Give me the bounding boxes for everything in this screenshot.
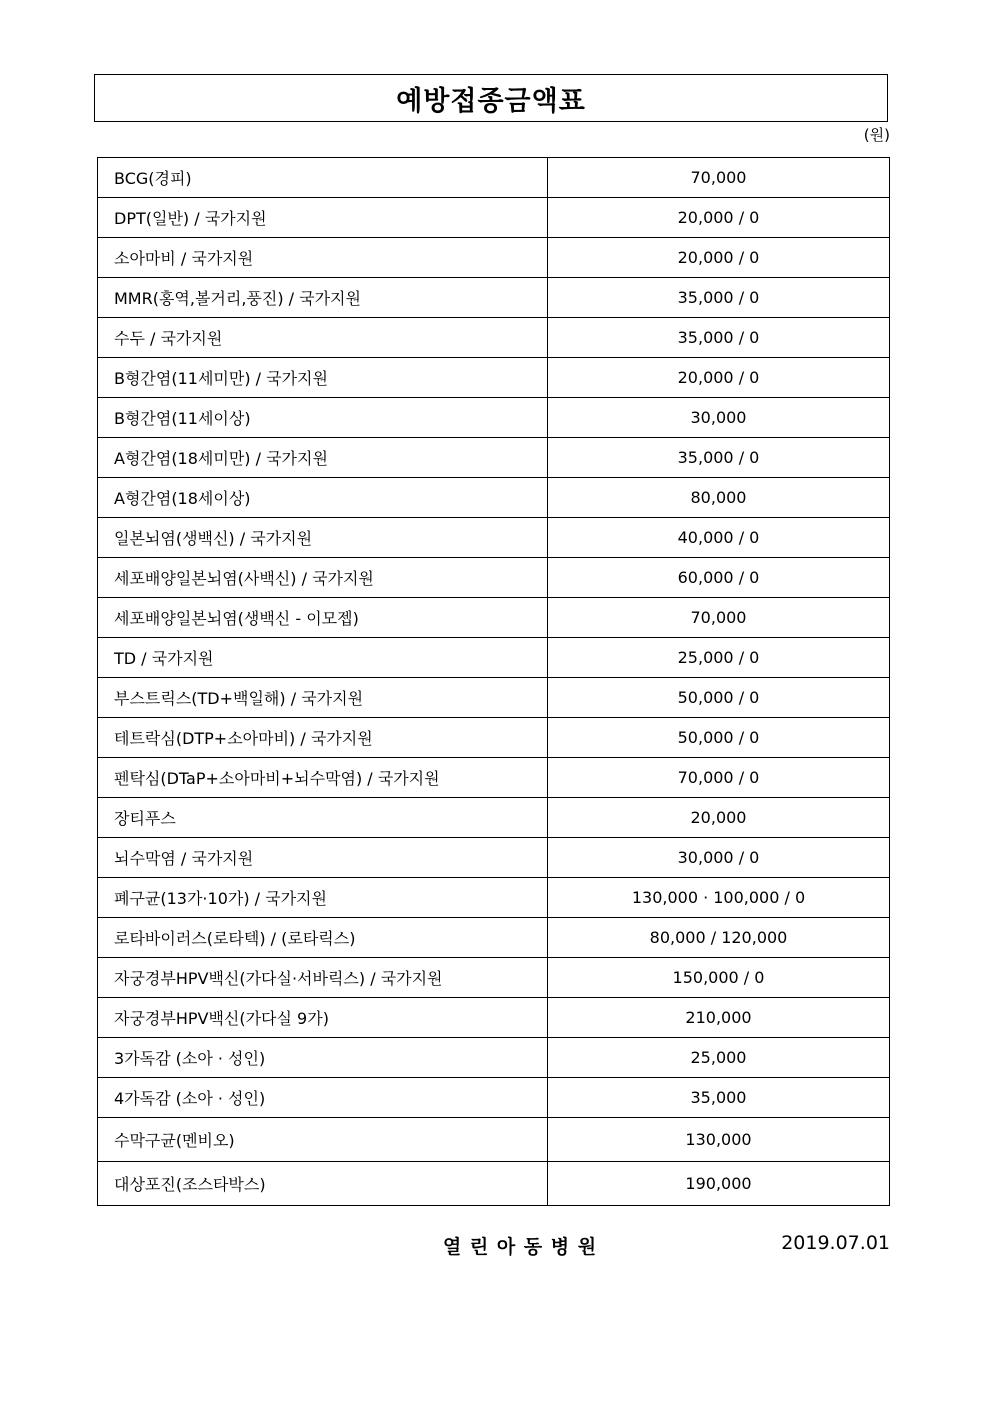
vaccine-price: 70,000 (548, 598, 890, 638)
vaccine-price: 40,000 / 0 (548, 518, 890, 558)
vaccine-name: 4가독감 (소아 · 성인) (98, 1078, 548, 1118)
vaccine-price: 20,000 (548, 798, 890, 838)
vaccine-name: BCG(경피) (98, 158, 548, 198)
vaccine-name: B형간염(11세미만) / 국가지원 (98, 358, 548, 398)
table-row (98, 798, 890, 838)
table-row (98, 438, 890, 478)
vaccine-name: 세포배양일본뇌염(생백신 - 이모젭) (98, 598, 548, 638)
vaccine-price: 25,000 (548, 1038, 890, 1078)
vaccine-name: 펜탁심(DTaP+소아마비+뇌수막염) / 국가지원 (98, 758, 548, 798)
vaccine-price: 80,000 / 120,000 (548, 918, 890, 958)
vaccine-price-table (97, 157, 890, 1206)
table-row (98, 278, 890, 318)
table-row (98, 398, 890, 438)
vaccine-price: 20,000 / 0 (548, 198, 890, 238)
table-row (98, 478, 890, 518)
vaccine-name: DPT(일반) / 국가지원 (98, 198, 548, 238)
vaccine-price: 130,000 (548, 1118, 890, 1162)
vaccine-name: A형간염(18세미만) / 국가지원 (98, 438, 548, 478)
vaccine-price: 25,000 / 0 (548, 638, 890, 678)
vaccine-price: 35,000 / 0 (548, 318, 890, 358)
table-row (98, 518, 890, 558)
vaccine-name: TD / 국가지원 (98, 638, 548, 678)
vaccine-price: 20,000 / 0 (548, 358, 890, 398)
table-row (98, 878, 890, 918)
table-row (98, 198, 890, 238)
vaccine-price: 50,000 / 0 (548, 718, 890, 758)
table-row (98, 358, 890, 398)
vaccine-price: 190,000 (548, 1162, 890, 1206)
vaccine-price: 70,000 (548, 158, 890, 198)
table-row (98, 678, 890, 718)
table-row (98, 238, 890, 278)
vaccine-price: 210,000 (548, 998, 890, 1038)
vaccine-name: A형간염(18세이상) (98, 478, 548, 518)
table-row (98, 1162, 890, 1206)
page-title: 예방접종금액표 (396, 85, 586, 117)
vaccine-price: 60,000 / 0 (548, 558, 890, 598)
vaccine-name: 장티푸스 (98, 798, 548, 838)
vaccine-name: 3가독감 (소아 · 성인) (98, 1038, 548, 1078)
vaccine-price: 130,000 · 100,000 / 0 (548, 878, 890, 918)
vaccine-price: 30,000 (548, 398, 890, 438)
table-row (98, 158, 890, 198)
vaccine-name: 자궁경부HPV백신(가다실·서바릭스) / 국가지원 (98, 958, 548, 998)
vaccine-name: 폐구균(13가·10가) / 국가지원 (98, 878, 548, 918)
vaccine-price: 20,000 / 0 (548, 238, 890, 278)
vaccine-price: 150,000 / 0 (548, 958, 890, 998)
vaccine-name: B형간염(11세이상) (98, 398, 548, 438)
table-row (98, 1038, 890, 1078)
currency-unit: (원) (863, 126, 890, 144)
table-row (98, 638, 890, 678)
table-row (98, 718, 890, 758)
vaccine-name: 수막구균(멘비오) (98, 1118, 548, 1162)
vaccine-name: 소아마비 / 국가지원 (98, 238, 548, 278)
vaccine-name: 부스트릭스(TD+백일해) / 국가지원 (98, 678, 548, 718)
table-row (98, 558, 890, 598)
table-row (98, 998, 890, 1038)
table-row (98, 598, 890, 638)
vaccine-name: 수두 / 국가지원 (98, 318, 548, 358)
vaccine-price: 35,000 (548, 1078, 890, 1118)
vaccine-price: 80,000 (548, 478, 890, 518)
vaccine-price: 35,000 / 0 (548, 278, 890, 318)
table-row (98, 838, 890, 878)
table-row (98, 1118, 890, 1162)
vaccine-name: 자궁경부HPV백신(가다실 9가) (98, 998, 548, 1038)
table-row (98, 318, 890, 358)
table-row (98, 758, 890, 798)
vaccine-name: 일본뇌염(생백신) / 국가지원 (98, 518, 548, 558)
hospital-name: 열 린 아 동 병 원 (442, 1236, 598, 1258)
vaccine-price: 50,000 / 0 (548, 678, 890, 718)
table-row (98, 1078, 890, 1118)
vaccine-name: MMR(홍역,볼거리,풍진) / 국가지원 (98, 278, 548, 318)
issue-date: 2019.07.01 (781, 1232, 890, 1254)
vaccine-name: 로타바이러스(로타텍) / (로타릭스) (98, 918, 548, 958)
vaccine-name: 세포배양일본뇌염(사백신) / 국가지원 (98, 558, 548, 598)
table-row (98, 918, 890, 958)
vaccine-name: 테트락심(DTP+소아마비) / 국가지원 (98, 718, 548, 758)
title-box (94, 74, 888, 122)
vaccine-name: 대상포진(조스타박스) (98, 1162, 548, 1206)
vaccine-price: 70,000 / 0 (548, 758, 890, 798)
vaccine-name: 뇌수막염 / 국가지원 (98, 838, 548, 878)
table-row (98, 958, 890, 998)
vaccine-price: 35,000 / 0 (548, 438, 890, 478)
vaccine-price: 30,000 / 0 (548, 838, 890, 878)
